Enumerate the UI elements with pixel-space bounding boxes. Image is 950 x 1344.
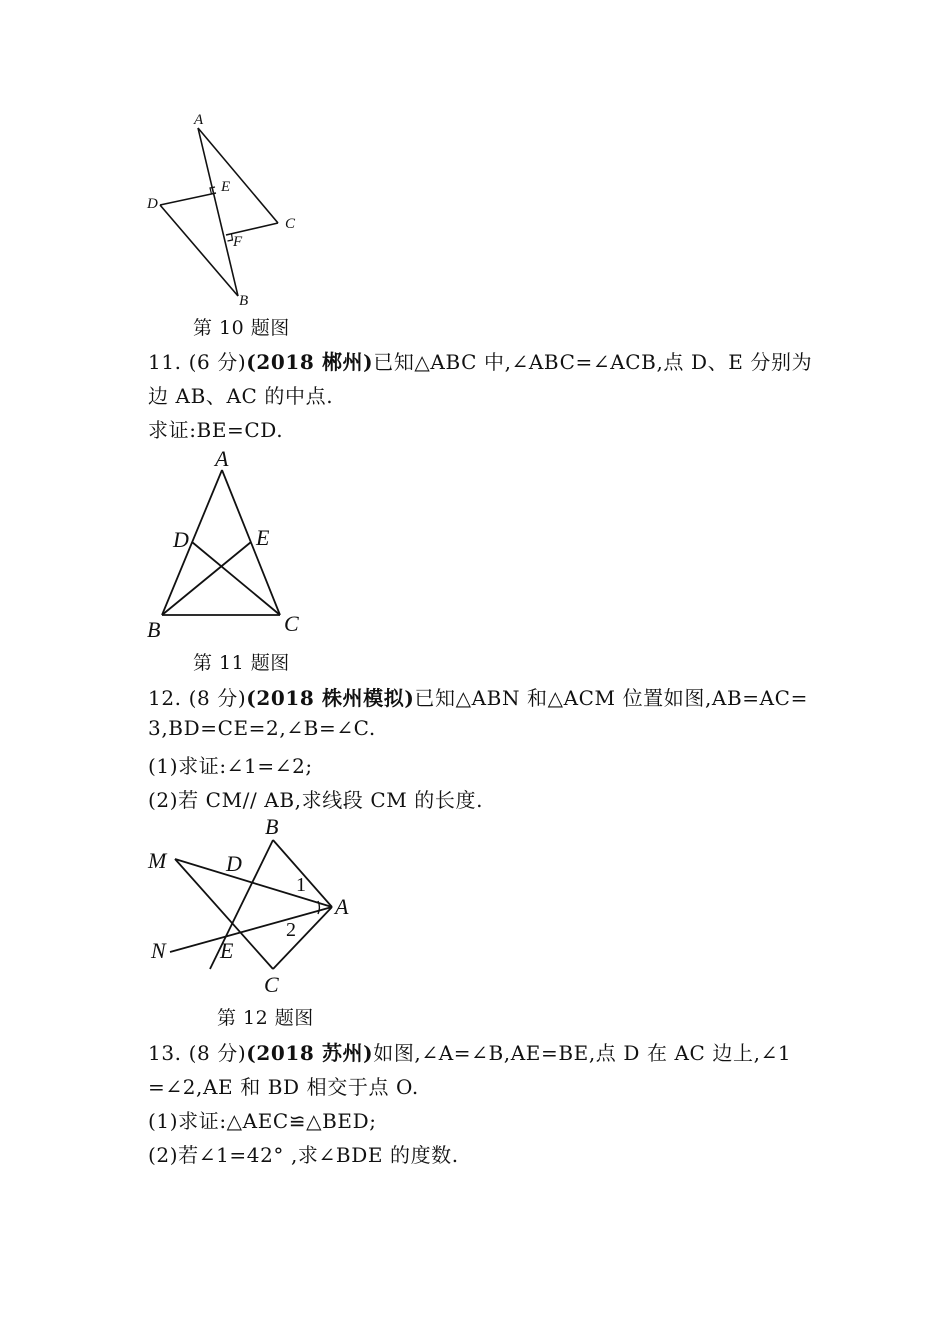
label-m: M <box>148 848 167 873</box>
figure-11-caption: 第 11 题图 <box>193 652 290 674</box>
figure-12 <box>140 812 370 1002</box>
segment-ab <box>198 128 238 296</box>
q12-part2: (2)若 CM// AB,求线段 CM 的长度. <box>148 788 484 812</box>
label-angle-2: 2 <box>286 919 296 941</box>
q12-source: (2018 株州模拟) <box>246 686 415 710</box>
label-d: D <box>173 527 189 552</box>
q11-line3: 求证:BE=CD. <box>148 418 284 442</box>
label-b: B <box>239 293 249 309</box>
label-a: A <box>194 112 204 128</box>
label-d: D <box>147 196 158 212</box>
label-a: A <box>215 446 229 471</box>
q12-line1 <box>148 682 808 711</box>
label-angle-1: 1 <box>296 874 306 896</box>
q13-text-1: 如图,∠A=∠B,AE=BE,点 D 在 AC 边上,∠1 <box>373 1041 792 1065</box>
label-e: E <box>220 938 234 963</box>
label-c: C <box>285 216 296 232</box>
figure-11-diagram <box>140 445 310 640</box>
segment-de <box>160 193 216 205</box>
q12-part1: (1)求证:∠1=∠2; <box>148 754 313 778</box>
label-e: E <box>256 525 270 550</box>
label-c: C <box>264 972 279 997</box>
label-b: B <box>147 617 161 642</box>
figure-11 <box>140 445 310 640</box>
label-f: F <box>233 234 243 250</box>
q12-text-1: 已知△ABN 和△ACM 位置如图,AB=AC= <box>414 686 808 710</box>
label-e: E <box>221 179 231 195</box>
segment-ma <box>175 859 332 907</box>
q11-line2: 边 AB、AC 的中点. <box>148 384 334 408</box>
angle-arc <box>318 901 319 914</box>
label-n: N <box>151 938 166 963</box>
segment-ac <box>273 907 332 969</box>
figure-10 <box>140 108 320 313</box>
figure-12-caption: 第 12 题图 <box>217 1007 314 1029</box>
q13-number: 13. <box>148 1041 182 1065</box>
label-c: C <box>284 611 299 636</box>
q13-part2: (2)若∠1=42° ,求∠BDE 的度数. <box>148 1143 459 1167</box>
label-d: D <box>226 851 242 876</box>
q13-score: (8 分) <box>188 1041 247 1065</box>
q11-source: (2018 郴州) <box>246 350 374 374</box>
q13-line1 <box>148 1037 791 1066</box>
segment-db <box>160 205 238 296</box>
label-b: B <box>265 814 279 839</box>
q13-source: (2018 苏州) <box>246 1041 374 1065</box>
q11-text-1: 已知△ABC 中,∠ABC=∠ACB,点 D、E 分别为 <box>373 350 813 374</box>
q11-line1 <box>148 346 812 375</box>
q13-line2: =∠2,AE 和 BD 相交于点 O. <box>148 1075 419 1099</box>
figure-12-diagram <box>140 812 370 1002</box>
figure-10-caption: 第 10 题图 <box>193 317 290 339</box>
figure-10-diagram <box>140 108 320 313</box>
q11-number: 11. <box>148 350 182 374</box>
label-a: A <box>335 894 349 919</box>
q12-score: (8 分) <box>188 686 247 710</box>
q12-number: 12. <box>148 686 182 710</box>
q13-part1: (1)求证:△AEC≌△BED; <box>148 1109 377 1133</box>
q12-line2: 3,BD=CE=2,∠B=∠C. <box>148 716 376 740</box>
q11-score: (6 分) <box>188 350 247 374</box>
